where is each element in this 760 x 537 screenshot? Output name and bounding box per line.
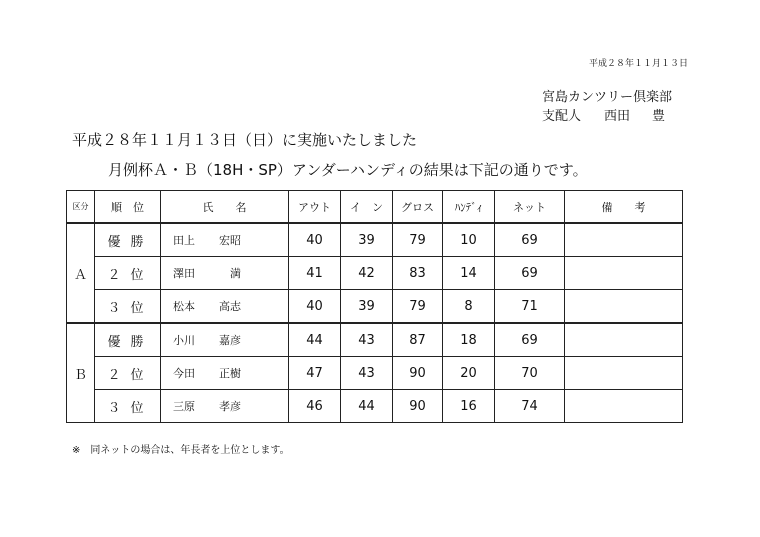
name-cell — [161, 223, 289, 257]
remarks-cell — [565, 223, 683, 257]
handicap-cell: 14 — [443, 257, 495, 290]
in-cell: 39 — [341, 223, 393, 257]
rank-cell: ２位 — [95, 257, 161, 290]
handicap-cell: 10 — [443, 223, 495, 257]
handicap-cell: 16 — [443, 390, 495, 423]
club-name: 宮島カンツリー倶楽部 — [542, 90, 673, 105]
net-cell: 69 — [495, 257, 565, 290]
remarks-cell — [565, 290, 683, 324]
gross-cell: 79 — [393, 290, 443, 324]
header-handicap: ﾊﾝﾃﾞｨ — [443, 191, 495, 224]
table-row — [67, 323, 683, 357]
tiebreak-note: ※ 同ネットの場合は、年長者を上位とします。 — [72, 445, 290, 456]
organization-block — [542, 88, 672, 126]
net-cell: 70 — [495, 357, 565, 390]
division-cell: Ｂ — [67, 323, 95, 423]
family-name: 澤田 — [173, 267, 195, 280]
header-division: 区分 — [67, 191, 95, 224]
in-cell: 44 — [341, 390, 393, 423]
table-row — [67, 223, 683, 257]
rank-cell: ３位 — [95, 290, 161, 324]
event-heading: 平成２８年１１月１３日（日）に実施いたしました — [72, 131, 418, 149]
header-remarks: 備 考 — [565, 191, 683, 224]
family-name: 小川 — [173, 334, 195, 347]
remarks-cell — [565, 323, 683, 357]
table-row — [67, 390, 683, 423]
handicap-cell: 8 — [443, 290, 495, 324]
table-row — [67, 257, 683, 290]
family-name: 三原 — [173, 400, 195, 413]
header-gross: グロス — [393, 191, 443, 224]
family-name: 今田 — [173, 367, 195, 380]
net-cell: 71 — [495, 290, 565, 324]
in-cell: 42 — [341, 257, 393, 290]
given-name: 高志 — [219, 300, 241, 313]
header-name: 氏 名 — [161, 191, 289, 224]
in-cell: 39 — [341, 290, 393, 324]
signatory-given-name: 豊 — [652, 109, 666, 124]
results-table — [66, 190, 683, 423]
name-cell — [161, 290, 289, 324]
net-cell: 74 — [495, 390, 565, 423]
division-cell: Ａ — [67, 223, 95, 323]
header-in: イ ン — [341, 191, 393, 224]
handicap-cell: 18 — [443, 323, 495, 357]
issue-date: 平成２８年１１月１３日 — [588, 59, 688, 69]
signatory-title: 支配人 — [542, 109, 582, 124]
gross-cell: 90 — [393, 357, 443, 390]
out-cell: 40 — [289, 290, 341, 324]
remarks-cell — [565, 390, 683, 423]
in-cell: 43 — [341, 323, 393, 357]
given-name: 嘉彦 — [219, 334, 241, 347]
header-net: ネット — [495, 191, 565, 224]
remarks-cell — [565, 357, 683, 390]
given-name: 宏昭 — [219, 234, 241, 247]
gross-cell: 83 — [393, 257, 443, 290]
net-cell: 69 — [495, 223, 565, 257]
gross-cell: 87 — [393, 323, 443, 357]
out-cell: 44 — [289, 323, 341, 357]
header-rank: 順 位 — [95, 191, 161, 224]
name-cell — [161, 390, 289, 423]
remarks-cell — [565, 257, 683, 290]
header-row — [67, 191, 683, 224]
rank-cell: ２位 — [95, 357, 161, 390]
gross-cell: 90 — [393, 390, 443, 423]
rank-cell: 優勝 — [95, 323, 161, 357]
name-cell — [161, 357, 289, 390]
rank-cell: 優勝 — [95, 223, 161, 257]
table-row — [67, 357, 683, 390]
given-name: 孝彦 — [219, 400, 241, 413]
table-row — [67, 290, 683, 324]
name-cell — [161, 257, 289, 290]
out-cell: 47 — [289, 357, 341, 390]
name-cell — [161, 323, 289, 357]
out-cell: 41 — [289, 257, 341, 290]
event-subheading: 月例杯Ａ・Ｂ（18H・SP）アンダーハンディの結果は下記の通りです。 — [108, 161, 588, 179]
in-cell: 43 — [341, 357, 393, 390]
out-cell: 46 — [289, 390, 341, 423]
given-name: 満 — [219, 267, 241, 280]
given-name: 正樹 — [219, 367, 241, 380]
signatory — [542, 107, 672, 126]
family-name: 松本 — [173, 300, 195, 313]
signatory-family-name: 西田 — [604, 109, 631, 124]
gross-cell: 79 — [393, 223, 443, 257]
family-name: 田上 — [173, 234, 195, 247]
rank-cell: ３位 — [95, 390, 161, 423]
header-out: アウト — [289, 191, 341, 224]
handicap-cell: 20 — [443, 357, 495, 390]
out-cell: 40 — [289, 223, 341, 257]
net-cell: 69 — [495, 323, 565, 357]
